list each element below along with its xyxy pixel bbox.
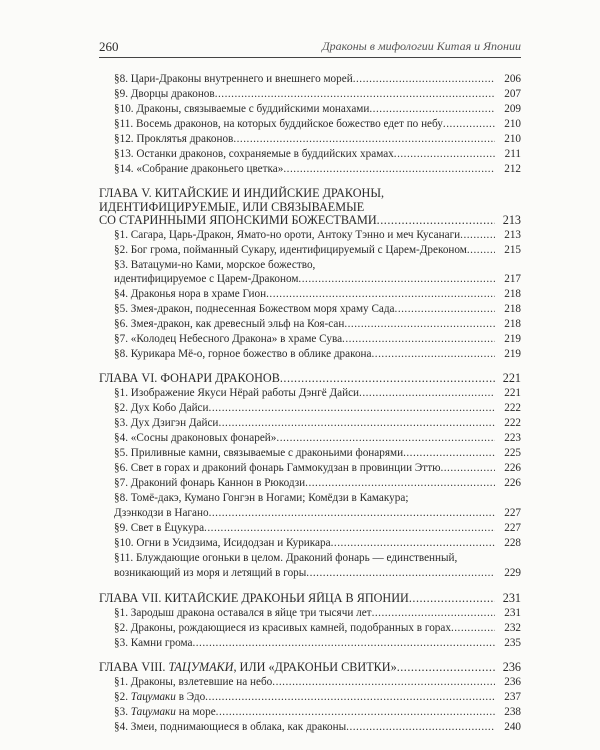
toc-entry: §6. Свет в горах и драконий фонарь Гаммокудзан в провинции Эттю ..... 226	[114, 462, 521, 475]
toc-entry: §3. Ватацуми-но Ками, морское божество,	[114, 259, 316, 271]
toc-entry: идентифицируемое с Царем-Драконом ..... 217	[114, 273, 521, 286]
toc-entry: §10. Огни в Усидзима, Исидодзан и Курикара ..... 228	[114, 537, 521, 550]
toc-entry: §12. Проклятья драконов ..... 210	[114, 133, 521, 146]
toc-entry: §7. Драконий фонарь Каннон в Рюкодзи ..... 226	[114, 477, 521, 490]
toc-entry: §10. Драконы, связываемые с буддийскими монахами ..... 209	[114, 103, 521, 116]
toc-entry: §3. Дух Дзигэн Дайси ..... 222	[114, 417, 521, 430]
toc-entry: §2. Тацумаки в Эдо ..... 237	[114, 691, 521, 704]
page-header	[99, 37, 521, 58]
toc-entry: §4. Змеи, поднимающиеся в облака, как драконы ..... 240	[114, 721, 521, 734]
toc-entry: §4. «Сосны драконовых фонарей» ..... 223	[114, 432, 521, 445]
chapter-heading-5-last: СО СТАРИННЫМИ ЯПОНСКИМИ БОЖЕСТВАМИ ..... 213	[99, 214, 521, 227]
toc-entry: §1. Драконы, взлетевшие на небо ..... 236	[114, 676, 521, 689]
toc-entry: §8. Томё-дакэ, Кумано Гонгэн в Ногами; Комёдзи в Камакура;	[114, 492, 409, 504]
toc-entry: §8. Цари-Драконы внутреннего и внешнего морей ..... 206	[114, 73, 521, 86]
chapter-heading-6: ГЛАВА VI. ФОНАРИ ДРАКОНОВ ..... 221	[99, 372, 521, 385]
toc-entry: §1. Сагара, Царь-Дракон, Ямато-но ороти, Антоку Тэнно и меч Кусанаги ..... 213	[114, 229, 521, 242]
toc-entry: §6. Змея-дракон, как древесный эльф на Коя-сан ..... 218	[114, 318, 521, 331]
toc-entry: §11. Блуждающие огоньки в целом. Драконий фонарь — единственный,	[114, 552, 458, 564]
running-title: Драконы в мифологии Китая и Японии	[321, 39, 521, 53]
chapter-heading-8: ГЛАВА VIII. ТАЦУМАКИ, ИЛИ «ДРАКОНЬИ СВИТКИ» ..... 236	[99, 661, 521, 674]
toc-entry: §3. Камни грома ..... 235	[114, 637, 521, 650]
chapter-title-line: ИДЕНТИФИЦИРУЕМЫЕ, ИЛИ СВЯЗЫВАЕМЫЕ	[99, 200, 365, 214]
toc-entry: §8. Курикара Мё-о, горное божество в облике дракона ..... 219	[114, 348, 521, 361]
chapter-title-line: ГЛАВА V. КИТАЙСКИЕ И ИНДИЙСКИЕ ДРАКОНЫ,	[99, 186, 385, 200]
toc-entry: §13. Останки драконов, сохраняемые в буддийских храмах ..... 211	[114, 148, 521, 161]
toc-entry: §5. Приливные камни, связываемые с драконьими фонарями ..... 225	[114, 447, 521, 460]
toc-entry: возникающий из моря и летящий в горы ..... 229	[114, 567, 521, 580]
toc-entry: §3. Тацумаки на море ..... 238	[114, 706, 521, 719]
toc-entry: §7. «Колодец Небесного Дракона» в храме Сува ..... 219	[114, 333, 521, 346]
toc-entry: §1. Зародыш дракона оставался в яйце три тысячи лет ..... 231	[114, 607, 521, 620]
toc-entry: §4. Драконья нора в храме Гион ..... 218	[114, 288, 521, 301]
toc-entry: Дзэнкодзи в Нагано ..... 227	[114, 507, 521, 520]
page-number: 260	[99, 39, 119, 54]
toc-entry: §2. Дух Кобо Дайси ..... 222	[114, 402, 521, 415]
toc-entry: §5. Змея-дракон, поднесенная Божеством моря храму Сада ..... 218	[114, 303, 521, 316]
toc-entry: §2. Бог грома, пойманный Сукару, идентифицируемый с Царем-Дреконом ..... 215	[114, 244, 521, 257]
chapter-heading-7: ГЛАВА VII. КИТАЙСКИЕ ДРАКОНЬИ ЯЙЦА В ЯПОНИИ ..... 231	[99, 592, 521, 605]
toc-entry: §9. Дворцы драконов ..... 207	[114, 88, 521, 101]
toc-entry: §1. Изображение Якуси Нёрай работы Дэнгё Дайси ..... 221	[114, 387, 521, 400]
chapter-heading-5	[99, 186, 521, 214]
toc-entry: §2. Драконы, рождающиеся из красивых камней, подобранных в горах ..... 232	[114, 622, 521, 635]
toc-entry: §14. «Собрание драконьего цветка» ..... 212	[114, 163, 521, 176]
toc-entry: §9. Свет в Ёцукура ..... 227	[114, 522, 521, 535]
toc-entry: §11. Восемь драконов, на которых буддийское божество едет по небу ..... 210	[114, 118, 521, 131]
